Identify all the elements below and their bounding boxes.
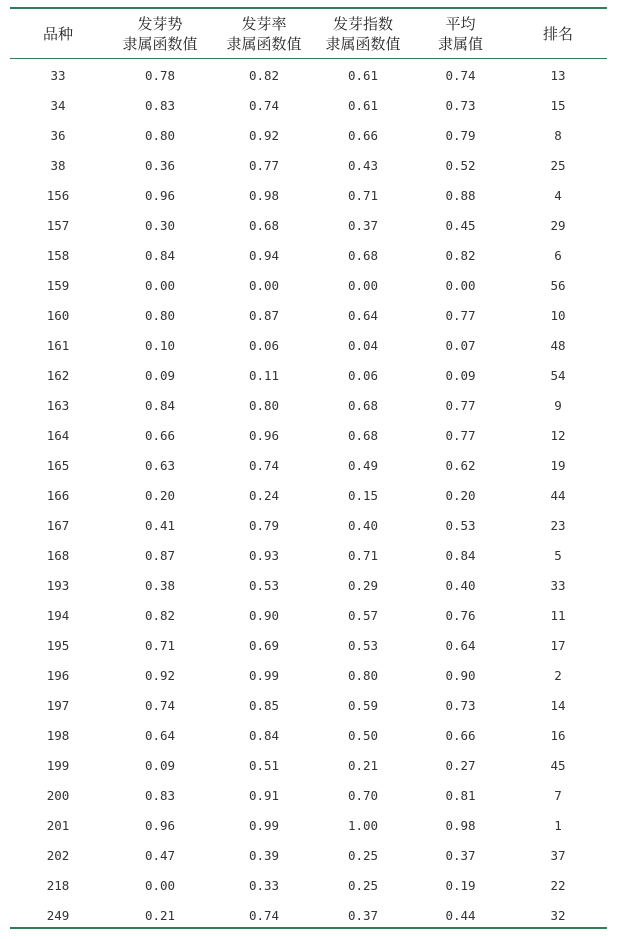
cell-rank: 33 [550, 577, 566, 593]
cell-germination-index: 0.15 [347, 487, 379, 503]
cell-germination-rate: 0.90 [248, 607, 280, 623]
cell-germination-rate: 0.92 [248, 127, 280, 143]
cell-rank: 29 [550, 217, 566, 233]
cell-rank: 37 [550, 847, 566, 863]
table-row [10, 540, 607, 570]
cell-average: 0.19 [445, 877, 476, 893]
cell-variety: 163 [46, 397, 70, 413]
cell-germination-rate: 0.53 [248, 577, 280, 593]
cell-germination-rate: 0.93 [248, 547, 280, 563]
cell-average: 0.62 [445, 457, 476, 473]
cell-average: 0.40 [445, 577, 476, 593]
header-variety: 品种 [42, 24, 73, 43]
cell-germination-energy: 0.80 [144, 307, 176, 323]
cell-rank: 15 [550, 97, 566, 113]
cell-germination-energy: 0.41 [144, 517, 176, 533]
cell-rank: 2 [554, 667, 562, 683]
cell-average: 0.00 [445, 277, 476, 293]
header-row [10, 9, 607, 58]
cell-germination-index: 1.00 [347, 817, 379, 833]
cell-germination-rate: 0.85 [248, 697, 280, 713]
cell-germination-index: 0.61 [347, 97, 379, 113]
cell-germination-energy: 0.83 [144, 787, 176, 803]
cell-average: 0.73 [445, 97, 476, 113]
cell-germination-index: 0.25 [347, 847, 379, 863]
cell-variety: 157 [46, 217, 70, 233]
cell-germination-index: 0.70 [347, 787, 379, 803]
cell-germination-rate: 0.91 [248, 787, 280, 803]
table-body [10, 58, 607, 930]
cell-germination-rate: 0.82 [248, 67, 280, 83]
cell-rank: 13 [550, 67, 566, 83]
cell-germination-index: 0.68 [347, 247, 379, 263]
cell-average: 0.76 [445, 607, 476, 623]
cell-germination-energy: 0.47 [144, 847, 176, 863]
table-row [10, 450, 607, 480]
cell-germination-energy: 0.80 [144, 127, 176, 143]
cell-average: 0.79 [445, 127, 476, 143]
cell-germination-energy: 0.64 [144, 727, 176, 743]
cell-average: 0.45 [445, 217, 476, 233]
cell-germination-index: 0.59 [347, 697, 379, 713]
cell-variety: 202 [46, 847, 70, 863]
cell-germination-index: 0.50 [347, 727, 379, 743]
header-germination-index: 发芽指数 隶属函数值 [325, 14, 401, 53]
cell-rank: 4 [554, 187, 562, 203]
cell-variety: 199 [46, 757, 70, 773]
cell-germination-energy: 0.92 [144, 667, 176, 683]
cell-germination-index: 0.61 [347, 67, 379, 83]
cell-germination-rate: 0.77 [248, 157, 280, 173]
cell-germination-index: 0.49 [347, 457, 379, 473]
table-row [10, 600, 607, 630]
table-row [10, 270, 607, 300]
cell-variety: 194 [46, 607, 70, 623]
cell-variety: 201 [46, 817, 70, 833]
cell-germination-index: 0.80 [347, 667, 379, 683]
cell-germination-rate: 0.96 [248, 427, 280, 443]
cell-germination-rate: 0.74 [248, 97, 280, 113]
cell-rank: 23 [550, 517, 566, 533]
table-row [10, 570, 607, 600]
cell-rank: 7 [554, 787, 562, 803]
cell-germination-index: 0.06 [347, 367, 379, 383]
cell-rank: 32 [550, 907, 566, 923]
cell-germination-rate: 0.39 [248, 847, 280, 863]
cell-germination-index: 0.37 [347, 907, 379, 923]
cell-germination-energy: 0.10 [144, 337, 176, 353]
table-row [10, 750, 607, 780]
table-row [10, 58, 607, 90]
header-average: 平均 隶属值 [437, 14, 483, 53]
cell-germination-energy: 0.00 [144, 877, 176, 893]
cell-rank: 6 [554, 247, 562, 263]
cell-germination-rate: 0.80 [248, 397, 280, 413]
cell-germination-energy: 0.66 [144, 427, 176, 443]
table-row [10, 360, 607, 390]
cell-germination-energy: 0.78 [144, 67, 176, 83]
cell-germination-rate: 0.99 [248, 667, 280, 683]
cell-germination-index: 0.71 [347, 547, 379, 563]
cell-germination-index: 0.64 [347, 307, 379, 323]
cell-germination-energy: 0.30 [144, 217, 176, 233]
cell-average: 0.98 [445, 817, 476, 833]
table-row [10, 180, 607, 210]
cell-germination-rate: 0.69 [248, 637, 280, 653]
table-row [10, 480, 607, 510]
membership-table [10, 9, 607, 930]
cell-average: 0.88 [445, 187, 476, 203]
cell-rank: 45 [550, 757, 566, 773]
cell-germination-energy: 0.84 [144, 397, 176, 413]
cell-average: 0.44 [445, 907, 476, 923]
cell-germination-rate: 0.24 [248, 487, 280, 503]
cell-variety: 167 [46, 517, 70, 533]
table-row [10, 810, 607, 840]
cell-average: 0.52 [445, 157, 476, 173]
cell-variety: 193 [46, 577, 70, 593]
cell-average: 0.07 [445, 337, 476, 353]
table-row [10, 660, 607, 690]
cell-germination-energy: 0.20 [144, 487, 176, 503]
cell-germination-energy: 0.96 [144, 817, 176, 833]
cell-rank: 25 [550, 157, 566, 173]
cell-germination-rate: 0.00 [248, 277, 280, 293]
cell-rank: 11 [550, 607, 566, 623]
table-row [10, 840, 607, 870]
cell-germination-energy: 0.09 [144, 367, 176, 383]
cell-germination-rate: 0.68 [248, 217, 280, 233]
cell-average: 0.53 [445, 517, 476, 533]
table-row [10, 330, 607, 360]
cell-average: 0.90 [445, 667, 476, 683]
cell-variety: 162 [46, 367, 70, 383]
cell-average: 0.77 [445, 307, 476, 323]
cell-germination-index: 0.53 [347, 637, 379, 653]
table-row [10, 900, 607, 930]
table-row [10, 90, 607, 120]
table-row [10, 870, 607, 900]
cell-germination-energy: 0.36 [144, 157, 176, 173]
table-row [10, 630, 607, 660]
cell-germination-rate: 0.84 [248, 727, 280, 743]
table-row [10, 390, 607, 420]
cell-variety: 218 [46, 877, 70, 893]
cell-average: 0.82 [445, 247, 476, 263]
table-row [10, 510, 607, 540]
cell-germination-rate: 0.06 [248, 337, 280, 353]
cell-rank: 8 [554, 127, 562, 143]
cell-average: 0.77 [445, 427, 476, 443]
cell-germination-rate: 0.33 [248, 877, 280, 893]
cell-germination-rate: 0.51 [248, 757, 280, 773]
cell-average: 0.77 [445, 397, 476, 413]
header-rank: 排名 [542, 24, 573, 43]
header-germination-rate: 发芽率 隶属函数值 [226, 14, 302, 53]
cell-germination-index: 0.04 [347, 337, 379, 353]
cell-rank: 14 [550, 697, 566, 713]
cell-average: 0.84 [445, 547, 476, 563]
cell-germination-energy: 0.21 [144, 907, 176, 923]
cell-germination-energy: 0.71 [144, 637, 176, 653]
cell-rank: 22 [550, 877, 566, 893]
cell-germination-energy: 0.63 [144, 457, 176, 473]
cell-germination-rate: 0.87 [248, 307, 280, 323]
cell-germination-energy: 0.00 [144, 277, 176, 293]
cell-average: 0.37 [445, 847, 476, 863]
cell-average: 0.20 [445, 487, 476, 503]
cell-variety: 159 [46, 277, 70, 293]
cell-germination-index: 0.66 [347, 127, 379, 143]
cell-germination-rate: 0.74 [248, 907, 280, 923]
cell-rank: 48 [550, 337, 566, 353]
cell-germination-index: 0.25 [347, 877, 379, 893]
cell-average: 0.27 [445, 757, 476, 773]
table-row [10, 300, 607, 330]
cell-germination-index: 0.37 [347, 217, 379, 233]
table-row [10, 420, 607, 450]
table-row [10, 780, 607, 810]
cell-germination-index: 0.40 [347, 517, 379, 533]
cell-variety: 34 [50, 97, 66, 113]
cell-variety: 161 [46, 337, 70, 353]
table-row [10, 240, 607, 270]
cell-average: 0.09 [445, 367, 476, 383]
table-row [10, 150, 607, 180]
cell-variety: 160 [46, 307, 70, 323]
cell-germination-rate: 0.94 [248, 247, 280, 263]
cell-variety: 197 [46, 697, 70, 713]
cell-variety: 165 [46, 457, 70, 473]
cell-variety: 38 [50, 157, 66, 173]
cell-average: 0.81 [445, 787, 476, 803]
cell-average: 0.64 [445, 637, 476, 653]
cell-germination-index: 0.21 [347, 757, 379, 773]
cell-germination-rate: 0.74 [248, 457, 280, 473]
cell-rank: 56 [550, 277, 566, 293]
cell-variety: 156 [46, 187, 70, 203]
header-germination-energy: 发芽势 隶属函数值 [122, 14, 198, 53]
cell-variety: 249 [46, 907, 70, 923]
cell-rank: 1 [554, 817, 562, 833]
cell-rank: 10 [550, 307, 566, 323]
cell-rank: 19 [550, 457, 566, 473]
cell-germination-rate: 0.99 [248, 817, 280, 833]
cell-average: 0.74 [445, 67, 476, 83]
cell-variety: 195 [46, 637, 70, 653]
cell-germination-energy: 0.09 [144, 757, 176, 773]
cell-rank: 5 [554, 547, 562, 563]
cell-germination-index: 0.68 [347, 397, 379, 413]
cell-germination-energy: 0.83 [144, 97, 176, 113]
cell-germination-energy: 0.87 [144, 547, 176, 563]
cell-rank: 12 [550, 427, 566, 443]
cell-variety: 166 [46, 487, 70, 503]
cell-variety: 200 [46, 787, 70, 803]
cell-germination-energy: 0.38 [144, 577, 176, 593]
cell-germination-rate: 0.11 [248, 367, 280, 383]
cell-germination-energy: 0.84 [144, 247, 176, 263]
cell-rank: 9 [554, 397, 562, 413]
cell-variety: 164 [46, 427, 70, 443]
cell-germination-energy: 0.82 [144, 607, 176, 623]
cell-germination-index: 0.71 [347, 187, 379, 203]
cell-germination-index: 0.00 [347, 277, 379, 293]
cell-rank: 16 [550, 727, 566, 743]
cell-variety: 196 [46, 667, 70, 683]
cell-germination-index: 0.57 [347, 607, 379, 623]
table-row [10, 690, 607, 720]
cell-variety: 33 [50, 67, 66, 83]
cell-germination-index: 0.68 [347, 427, 379, 443]
cell-rank: 54 [550, 367, 566, 383]
cell-average: 0.66 [445, 727, 476, 743]
table-row [10, 120, 607, 150]
cell-variety: 158 [46, 247, 70, 263]
cell-germination-index: 0.43 [347, 157, 379, 173]
cell-average: 0.73 [445, 697, 476, 713]
cell-germination-energy: 0.96 [144, 187, 176, 203]
cell-rank: 44 [550, 487, 566, 503]
table-row [10, 720, 607, 750]
table-row [10, 210, 607, 240]
cell-germination-energy: 0.74 [144, 697, 176, 713]
cell-variety: 168 [46, 547, 70, 563]
cell-variety: 36 [50, 127, 66, 143]
cell-variety: 198 [46, 727, 70, 743]
cell-germination-index: 0.29 [347, 577, 379, 593]
cell-rank: 17 [550, 637, 566, 653]
cell-germination-rate: 0.79 [248, 517, 280, 533]
cell-germination-rate: 0.98 [248, 187, 280, 203]
